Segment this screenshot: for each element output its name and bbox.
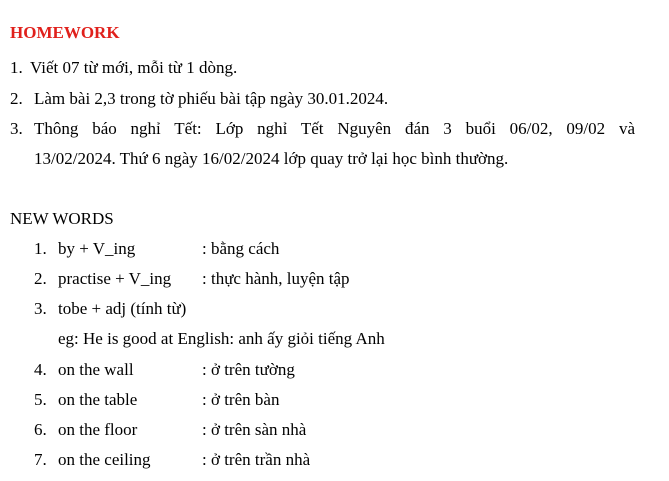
- word-3-example: eg: He is good at English: anh ấy giỏi tiếng Anh: [58, 329, 385, 348]
- word-6-term: on the floor: [58, 420, 138, 439]
- word-2-number: 2.: [34, 269, 47, 288]
- word-4-term: on the wall: [58, 360, 134, 379]
- homework-item-1-number: 1.: [10, 58, 23, 77]
- word-3-number: 3.: [34, 299, 47, 318]
- word-7-meaning: : ở trên trần nhà: [202, 450, 311, 469]
- word-7-term: on the ceiling: [58, 450, 151, 469]
- homework-item-2-text: Làm bài 2,3 trong tờ phiếu bài tập ngày 30.01.2024.: [34, 89, 389, 108]
- homework-item-1-text: Viết 07 từ mới, mỗi từ 1 dòng.: [30, 58, 238, 77]
- word-6-number: 6.: [34, 420, 47, 439]
- homework-heading: HOMEWORK: [10, 23, 120, 42]
- word-3-term: tobe + adj (tính từ): [58, 299, 187, 318]
- word-5-meaning: : ở trên bàn: [202, 390, 280, 409]
- word-4-meaning: : ở trên tường: [202, 360, 295, 379]
- word-2-meaning: : thực hành, luyện tập: [202, 269, 350, 288]
- word-1-number: 1.: [34, 239, 47, 258]
- word-4-number: 4.: [34, 360, 47, 379]
- word-2-term: practise + V_ing: [58, 269, 172, 288]
- word-1-meaning: : bằng cách: [202, 239, 280, 258]
- new-words-heading: NEW WORDS: [10, 209, 114, 228]
- word-7-number: 7.: [34, 450, 47, 469]
- homework-item-3-line2: 13/02/2024. Thứ 6 ngày 16/02/2024 lớp quay trở lại học bình thường.: [34, 149, 509, 168]
- word-5-term: on the table: [58, 390, 138, 409]
- word-1-term: by + V_ing: [58, 239, 136, 258]
- homework-item-2-number: 2.: [10, 89, 23, 108]
- homework-item-3-number: 3.: [10, 119, 23, 138]
- word-5-number: 5.: [34, 390, 47, 409]
- homework-item-3-line1: Thông báo nghỉ Tết: Lớp nghỉ Tết Nguyên đán 3 buổi 06/02, 09/02 và: [34, 119, 635, 138]
- word-6-meaning: : ở trên sàn nhà: [202, 420, 307, 439]
